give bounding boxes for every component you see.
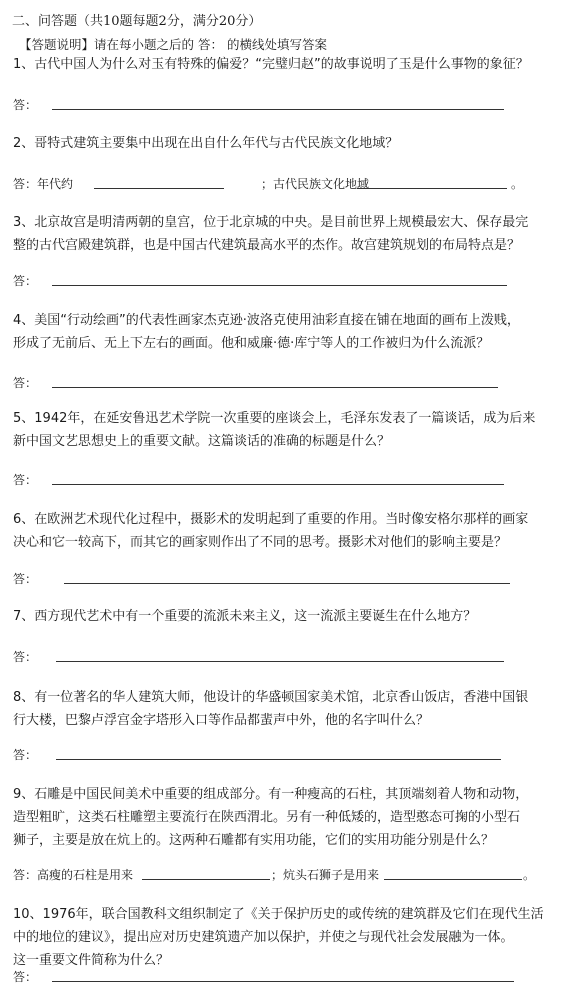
answer-9-end: 。 [523, 868, 536, 882]
answer-2-label: 答：年代约 [13, 177, 74, 191]
question-2 [13, 132, 398, 155]
answer-9-blank-lion[interactable] [384, 879, 522, 880]
question-6-line-2: 决心和它一较高下，而其它的画家则作出了不同的思考。摄影术对他们的影响主要是？ [13, 535, 508, 550]
answer-7-blank[interactable] [56, 661, 504, 662]
question-9 [13, 783, 528, 852]
answer-2-end: 。 [511, 177, 524, 191]
answer-6-blank[interactable] [64, 583, 510, 584]
answer-9-mid-label: ；炕头石狮子是用来 [271, 868, 380, 882]
question-10-line-2: 中的地位的建议》，提出应对历史建筑遗产加以保护，并使之与现代社会发展融为一体。 [13, 930, 514, 945]
answer-2-blank-era[interactable] [94, 188, 224, 189]
question-3 [13, 211, 528, 257]
question-7-line-1: 7、西方现代艺术中有一个重要的流派未来主义，这一流派主要诞生在什么地方？ [13, 609, 477, 624]
question-3-line-2: 整的古代宫殿建筑群，也是中国古代建筑最高水平的杰作。故宫建筑规划的布局特点是？ [13, 238, 521, 253]
answer-8-blank[interactable] [56, 759, 501, 760]
answer-5-label: 答： [13, 473, 38, 487]
answer-10-label: 答： [13, 970, 38, 984]
question-8-line-1: 8、有一位著名的华人建筑大师，他设计的华盛顿国家美术馆，北京香山饭店，香港中国银 [13, 690, 529, 705]
question-9-line-3: 狮子，主要是放在炕上的。这两种石雕都有实用功能，它们的实用功能分别是什么？ [13, 833, 495, 848]
question-6 [13, 508, 528, 554]
question-9-line-1: 9、石雕是中国民间美术中重要的组成部分。有一种瘦高的石柱，其顶端刻着人物和动物， [13, 787, 529, 802]
answer-4-blank[interactable] [52, 387, 498, 388]
answer-6-label: 答： [13, 572, 38, 586]
question-4-line-1: 4、美国“行动绘画”的代表性画家杰克逊·波洛克使用油彩直接在铺在地面的画布上泼贱， [13, 313, 520, 328]
question-1-line-1: 1、古代中国人为什么对玉有特殊的偏爱？“完璧归赵”的故事说明了玉是什么事物的象征？ [13, 57, 529, 72]
answer-2-mid-label: ；古代民族文化地域 [261, 177, 370, 191]
question-5 [13, 407, 535, 453]
answer-5-blank[interactable] [52, 484, 504, 485]
answer-4-label: 答： [13, 376, 38, 390]
question-2-line-1: 2、哥特式建筑主要集中出现在出自什么年代与古代民族文化地域？ [13, 136, 399, 151]
question-10-line-1: 10、1976年，联合国教科文组织制定了《关于保护历史的或传统的建筑群及它们在现代生活 [13, 907, 544, 922]
answer-3-blank[interactable] [52, 285, 507, 286]
question-4-line-2: 形成了无前后、无上下左右的画面。他和威廉·德·库宁等人的工作被归为什么流派？ [13, 336, 490, 351]
answer-2-blank-region[interactable] [357, 188, 507, 189]
answer-9-blank-pillar[interactable] [142, 879, 270, 880]
answer-9-label: 答：高瘦的石柱是用来 [13, 868, 134, 882]
question-4 [13, 309, 520, 355]
question-8-line-2: 行大楼，巴黎卢浮宫金字塔形入口等作品都蜚声中外，他的名字叫什么？ [13, 713, 430, 728]
question-5-line-1: 5、1942年，在延安鲁迅艺术学院一次重要的座谈会上，毛泽东发表了一篇谈话，成为后来 [13, 411, 536, 426]
question-1 [13, 53, 529, 76]
answer-3-label: 答： [13, 274, 38, 288]
answer-10-blank[interactable] [52, 981, 514, 982]
question-5-line-2: 新中国文艺思想史上的重要文献。这篇谈话的准确的标题是什么？ [13, 434, 391, 449]
question-3-line-1: 3、北京故宫是明清两朝的皇宫，位于北京城的中央。是目前世界上规模最宏大、保存最完 [13, 215, 529, 230]
answer-8-label: 答： [13, 748, 38, 762]
question-6-line-1: 6、在欧洲艺术现代化过程中，摄影术的发明起到了重要的作用。当时像安格尔那样的画家 [13, 512, 529, 527]
answer-instructions: 【答题说明】请在每小题之后的 答： 的横线处填写答案 [19, 37, 327, 52]
question-9-line-2: 造型粗旷，这类石柱雕塑主要流行在陕西渭北。另有一种低矮的，造型憨态可掬的小型石 [13, 810, 521, 825]
question-7 [13, 605, 476, 628]
answer-7-label: 答： [13, 650, 38, 664]
question-8 [13, 686, 528, 732]
answer-1-label: 答： [13, 98, 38, 112]
question-10 [13, 903, 544, 972]
answer-1-blank[interactable] [52, 109, 504, 110]
section-title: 二、问答题（共10题每题2分，满分20分） [12, 14, 262, 29]
question-10-line-3: 这一重要文件简称为什么？ [13, 953, 170, 968]
